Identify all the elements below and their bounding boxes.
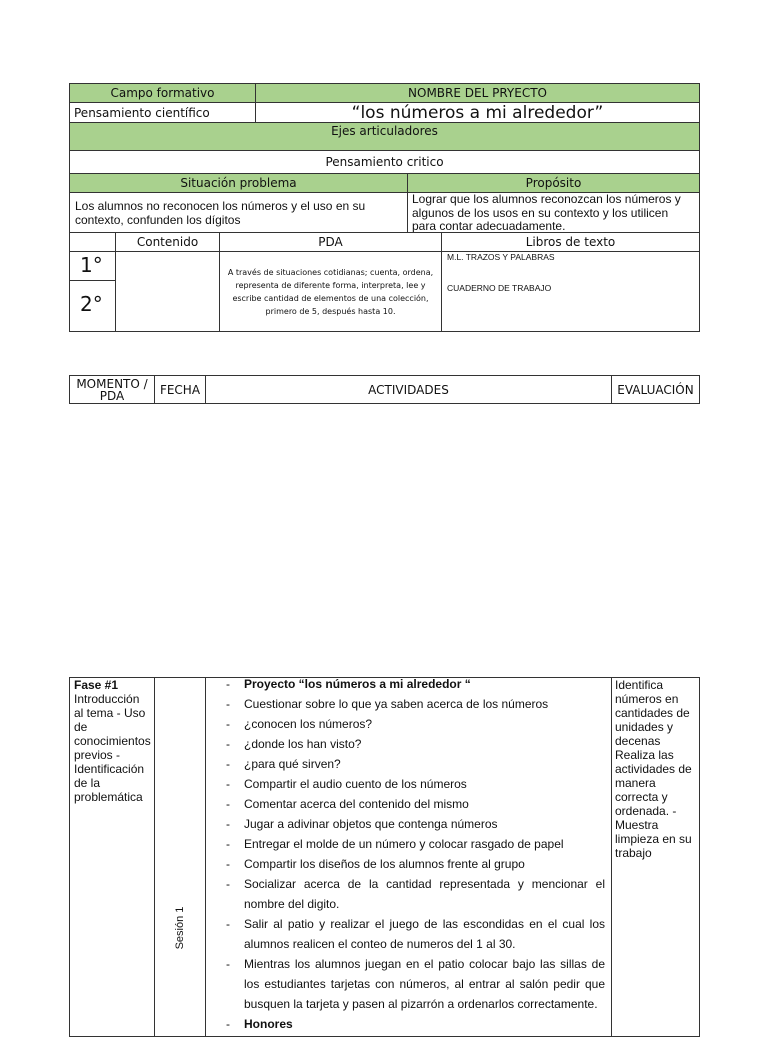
activity-text: Jugar a adivinar objetos que contenga números <box>244 817 498 831</box>
momento-pda-header: MOMENTO / PDA <box>69 375 155 404</box>
activity-item <box>206 734 611 754</box>
bullet-dash: - <box>226 837 230 851</box>
fecha-header: FECHA <box>154 375 206 404</box>
activity-item <box>206 874 611 914</box>
activity-list <box>206 677 611 1034</box>
activity-text: Mientras los alumnos juegan en el patio colocar bajo las sillas de los estudiantes tarjetas con números, al entrar al salón pedir que busquen la tarjeta y pasen al pizarrón a ordenarlos correctamente. <box>244 957 605 1011</box>
activity-text: ¿para qué sirven? <box>244 757 341 771</box>
libros-header: Libros de texto <box>441 232 700 252</box>
grade-2: 2° <box>69 280 116 332</box>
activity-item <box>206 754 611 774</box>
libro-trazos: M.L. TRAZOS Y PALABRAS <box>447 252 555 262</box>
bullet-dash: - <box>226 777 230 791</box>
activity-text: Comentar acerca del contenido del mismo <box>244 797 469 811</box>
activity-item <box>206 954 611 1014</box>
activity-item <box>206 854 611 874</box>
fecha-cell <box>154 677 206 1037</box>
bullet-dash: - <box>226 757 230 771</box>
proposito-header: Propósito <box>407 173 700 193</box>
bullet-dash: - <box>226 857 230 871</box>
campo-formativo-value: Pensamiento científico <box>69 102 256 123</box>
bullet-dash: - <box>226 1017 230 1031</box>
grade-header-blank <box>69 232 116 252</box>
activity-text: ¿conocen los números? <box>244 717 373 731</box>
ejes-value: Pensamiento critico <box>69 150 700 174</box>
nombre-proyecto-header: NOMBRE DEL PRYECTO <box>255 83 700 103</box>
activity-item <box>206 714 611 734</box>
bullet-dash: - <box>226 877 230 891</box>
situacion-header: Situación problema <box>69 173 408 193</box>
situacion-value: Los alumnos no reconocen los números y el uso en su contexto, confunden los dígitos <box>69 192 408 233</box>
bullet-dash: - <box>226 917 230 931</box>
evaluacion-header: EVALUACIÓN <box>611 375 700 404</box>
bullet-dash: - <box>226 697 230 711</box>
activity-text: Honores <box>244 1017 293 1031</box>
activities-cell <box>205 677 612 1037</box>
activity-text: Compartir el audio cuento de los números <box>244 777 467 791</box>
activity-item <box>206 814 611 834</box>
contenido-header: Contenido <box>115 232 220 252</box>
activity-item <box>206 694 611 714</box>
proposito-value: Lograr que los alumnos reconozcan los números y algunos de los usos en su contexto y los utilicen para contar adecuadamente. <box>407 192 700 233</box>
ejes-header: Ejes articuladores <box>69 122 700 151</box>
activity-item <box>206 1014 611 1034</box>
libro-cuaderno: CUADERNO DE TRABAJO <box>447 283 552 293</box>
pda-text: A través de situaciones cotidianas; cuenta, ordena, representa de diferente forma, interpreta, lee y escribe cantidad de elementos de una colección, primero de 5, después hasta 10. <box>219 251 442 332</box>
session-label: Sesión 1 <box>174 906 186 950</box>
project-title: “los números a mi alrededor” <box>255 102 700 123</box>
evaluation-cell: Identifica números en cantidades de unidades y decenas Realiza las actividades de manera correcta y ordenada. - Muestra limpieza en su trabajo <box>611 677 700 1037</box>
fase-description: Introducción al tema - Uso de conocimientos previos - Identificación de la problemática <box>74 692 151 804</box>
grade-1: 1° <box>69 251 116 281</box>
activity-text: ¿donde los han visto? <box>244 737 362 751</box>
activity-text: Compartir los diseños de los alumnos frente al grupo <box>244 857 525 871</box>
activity-text: Entregar el molde de un número y colocar rasgado de papel <box>244 837 564 851</box>
bullet-dash: - <box>226 797 230 811</box>
activity-text: Cuestionar sobre lo que ya saben acerca de los números <box>244 697 549 711</box>
session-label-wrap <box>155 878 205 978</box>
activity-item <box>206 794 611 814</box>
fase-title: Fase #1 <box>74 678 119 692</box>
activity-item <box>206 774 611 794</box>
activity-item <box>206 914 611 954</box>
bullet-dash: - <box>226 737 230 751</box>
activity-text: Proyecto “los números a mi alrededor “ <box>244 677 471 691</box>
activity-item <box>206 834 611 854</box>
actividades-header: ACTIVIDADES <box>205 375 612 404</box>
pda-header: PDA <box>219 232 442 252</box>
contenido-cell <box>115 251 220 332</box>
libros-cell <box>441 251 700 332</box>
activity-text: Salir al patio y realizar el juego de las escondidas en el cual los alumnos realicen el conteo de numeros del 1 al 30. <box>244 917 605 951</box>
activity-text: Socializar acerca de la cantidad representada y mencionar el nombre del digito. <box>244 877 605 911</box>
bullet-dash: - <box>226 817 230 831</box>
campo-formativo-header: Campo formativo <box>69 83 256 103</box>
fase-cell <box>69 677 155 1037</box>
activity-item <box>206 677 611 694</box>
bullet-dash: - <box>226 717 230 731</box>
bullet-dash: - <box>226 957 230 971</box>
bullet-dash: - <box>226 677 230 691</box>
